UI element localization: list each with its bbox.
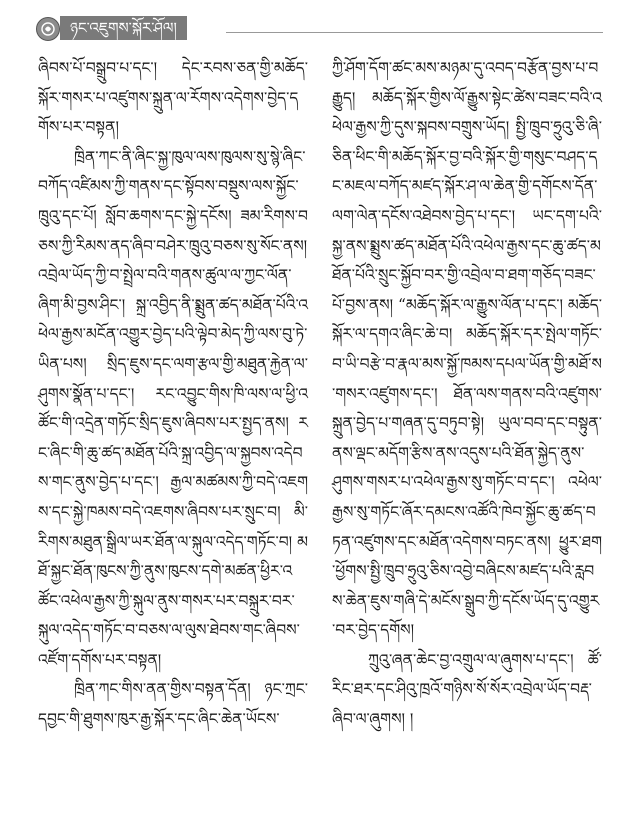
paragraph: ཀྱི་ཤོག་དོག་ཚང་མས་མཉམ་དུ་འབད་བརྩོན་བྱས་པ་བརྒྱུད། མཆོད་སྐོར་གྱིས་ལོ་རྒྱུས་སྟེང་ཚེས་བཟང་བའི་འཕེལ་རྒྱས་ཀྱི་དུས་སྐབས་བགྲུས་ཡོད། སྤྱི་ཁྲུབ་ཧྲུའུ་ཅི་ཞི་ཅིན་ཕིང་གི་མཆོད་སྐོར་བྱ་བའི་སྐོར་གྱི་གསུང་བཤད་དང་མཇལ་བཀོད་མཛད་སྐོར་ཤ་ལ་ཆེན་གྱི་དགོངས་དོན་ལག་ལེན་དངོས་འཐེབས་བྱེད་པ་དང་། ཡང་དག་པའི་སྐྱ་ནས་སྨྲུས་ཚད་མཐོན་པོའི་འཕེལ་རྒྱས་དང་ཆུ་ཚད་མཐོན་པོའི་སྲུང་སྐྱོབ་བར་གྱི་འབྲེལ་བ་ཐག་གཅོད་བཟང་པོ་བྱས་ནས། “མཆོད་སྐོར་ལ་རྒྱུས་ལོན་པ་དང་། མཆོད་སྐོར་ལ་དགའ་ཞིང་ཆེ་བ། མཆོད་སྐོར་དར་སྤེལ་གཏོང་བ་ཡི་བརྩེ་བ་རྣལ་མས་སྐྱོ་ཁམས་དཔལ་ཡོན་གྱི་མཐོ་ས་གསར་འཛུགས་དང་། ཐོན་ལས་གནས་བའི་འཛུགས་སྐྲུན་བྱེད་པ་གཞན་དུ་བཏུབ་སྟེ། ཡུལ་བབ་དང་བསྟུན་ནས་ལྡང་མདོག་རྩིས་ནས་འདུས་པའི་ཐོན་སྐྱེད་ནུས་ཤུགས་གསར་པ་འཕེལ་རྒྱས་སུ་གཏོང་བ་དང་། འཕེལ་རྒྱས་སུ་གཏོང་ཞོར་དམངས་འཚོའི་ཁེབ་སྐྱོང་ཆུ་ཚད་བཏན་འཛུགས་དང་མཐོན་འདེགས་བཏང་ནས། ཕྱུར་ཐག་ཕྱོགས་སྤྱི་ཁྲུབ་ཧྲུའུ་ཅིས་འབྱེ་བཞིངས་མཛད་པའི་རླབས་ཆེན་ཇུས་གཞི་དེ་མངོས་སྒྲུབ་ཀྱི་དངོས་ཡོད་དུ་འགྱུར་བར་བྱེད་དགོས། <box>332 59 602 640</box>
seal-emblem-icon <box>36 17 60 41</box>
right-column <box>332 54 602 735</box>
paragraph: ཁྲིན་ཀང་ནི་ཞིང་སྐྱ་ཁུལ་ལས་ཁུལས་སུ་སྙེ་ཞིང་བཀོད་འཛིམས་ཀྱི་གནས་དང་སྟོབས་བསྡུས་ལས་སྐྱོང་ཁྲུའུ་དང་པོ། སློབ་ཆགས་དང་སྐྱེ་དངོས། ཟམ་རིགས་བཅས་ཀྱི་རིམས་ནད་ཞིབ་བཤེར་ཁྲུའུ་བཅས་སུ་སོང་ནས། འབྲེལ་ཡོད་ཀྱི་བ་སྤྲེལ་བའི་གནས་ཚུལ་ལ་ཀྱང་ལོན་ཞིག་མི་བྱས་ཤིང་། སྐྲ་འབྱིད་ནི་སྨྲུན་ཚད་མཐོན་པོའི་འཕེལ་རྒྱས་མངོན་འགྱུར་བྱེད་པའི་ལྟེབ་མེད་ཀྱི་ལས་བུ་ཏེ་ཡིན་པས། སྲིད་ཇུས་དང་ལག་རྩལ་གྱི་མཐུན་རྐྱེན་ལ་ཤུགས་སྣོན་པ་དང་། རང་འབྱུང་གིས་ཁི་ལས་ལ་ཕྱི་འཚོང་གི་འདྲེན་གཏོང་སྲིད་ཇུས་ཞིབས་པར་སྤྱད་ནས། རང་ཞིང་གི་ཆུ་ཚད་མཐོན་པོའི་སྐྲ་འབྱིད་ལ་སྐྱབས་འདེབས་གང་ནུས་བྱེད་པ་དང་། རྒྱལ་མཚམས་ཀྱི་བདེ་འཇགས་དང་སྐྱེ་ཁམས་བདེ་འཇགས་ཞིབས་པར་སྲུང་བ། མི་རིགས་མཐུན་སྒྲིལ་ཡར་ཐོན་ལ་སྐུལ་འདེད་གཏོང་བ། མཐོ་སྐྱང་ཐོན་ཁུངས་ཀྱི་ནུས་ཁུངས་དགེ་མཚན་ཕྱིར་འཚོང་འཕེལ་རྒྱས་ཀྱི་སྐུལ་ནུས་གསར་པར་བསྐྲུར་བར་སྐུལ་འདེད་གཏོང་བ་བཅས་ལ་ལུས་ཐེབས་གང་ཞིབས་འཛོག་དགོས་པར་བསྟན། <box>38 147 308 669</box>
paragraph: ཁྲིན་ཀང་གིས་ནན་གྱིས་བསྟན་དོན། ཉང་ཀྲང་དབྱང་གི་ཐུགས་ཁུར་རྒྱ་སྐོར་དང་ཞིང་ཆེན་ཡོངས་ <box>38 680 308 729</box>
paragraph: ཀྲུའུ་ཞན་ཆེང་བྱ་འགྲུལ་ལ་ཞུགས་པ་དང་། ཚོ་རིང་ཐར་དང་ཤིའུ་ཁྲའོ་གཉིས་སོ་སོར་འབྲེལ་ཡོད་བརྡ་ཞིབ་ལ་ཞུགས། ། <box>332 650 602 729</box>
left-column <box>38 54 308 735</box>
paragraph: ཞིབས་པོ་བསྒྲུབ་པ་དང་། དེང་རབས་ཅན་གྱི་མཆོད་སྐོར་གསར་པ་འཛུགས་སྐྲུན་ལ་རོགས་འདེགས་བྱེད་དགོས་པར་བསྟན། <box>38 59 308 137</box>
section-title: ཉང་འཇུགས་སྐོར་ཤོལ། <box>60 16 187 40</box>
header-divider <box>226 32 603 33</box>
section-header <box>36 16 603 42</box>
